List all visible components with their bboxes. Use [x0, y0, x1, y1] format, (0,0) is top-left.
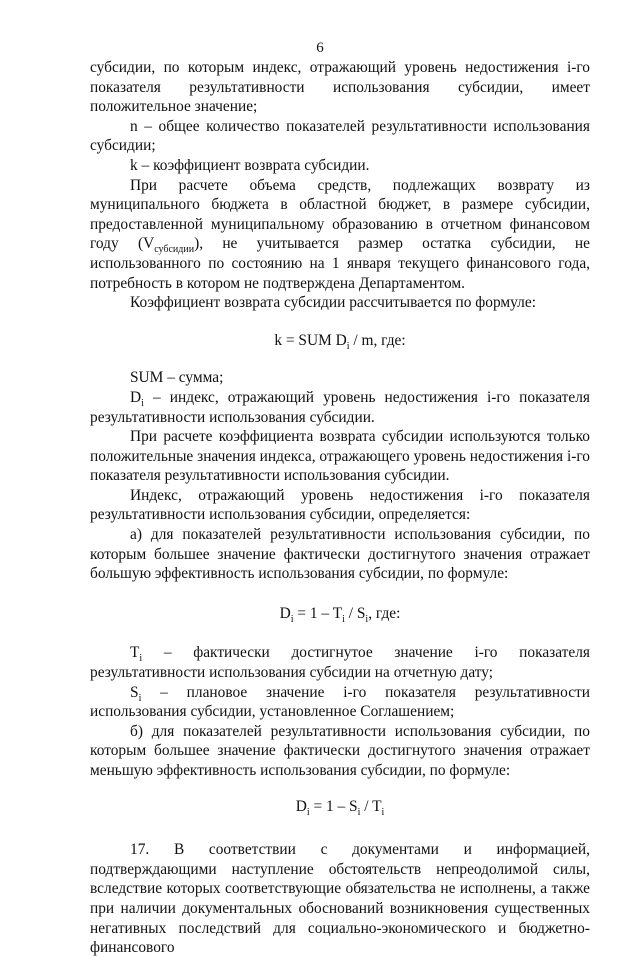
formula-segment: D	[295, 797, 307, 815]
subscript: i	[290, 613, 294, 625]
subscript: i	[357, 806, 361, 818]
text-segment: – плановое значение i-го показателя результативности использования субсидии, установленное Соглашением;	[90, 683, 590, 721]
subscript: i	[381, 806, 385, 818]
page-number: 6	[316, 40, 324, 56]
subscript: субсидии	[154, 244, 195, 256]
paragraph-di-definition	[90, 388, 590, 427]
paragraph-k-definition: k – коэффициент возврата субсидии.	[130, 156, 370, 174]
paragraph-si-definition	[90, 683, 590, 722]
text-segment: T	[130, 644, 140, 662]
paragraph-ti-definition	[90, 643, 590, 682]
paragraph-case-a: а) для показателей результативности использования субсидии, по которым большее значение фактически достигнутого значения отражает большую эффективность использования субсидии, по формуле:	[90, 526, 590, 583]
paragraph-n-definition: n – общее количество показателей результативности использования субсидии;	[90, 117, 590, 155]
subscript: i	[365, 613, 369, 625]
text-segment: D	[130, 388, 142, 406]
formula-segment: / m, где:	[349, 331, 406, 349]
subscript: i	[139, 653, 143, 665]
text-segment: ), не учитывается размер остатка субсидии, не использованного по состоянию на 1 января текущего финансового года, потребность в котором не подтверждена Департаментом.	[90, 235, 590, 292]
paragraph-case-b: б) для показателей результативности использования субсидии, по которым большее значение фактически достигнутого значения отражает меньшую эффективность использования субсидии, по формуле:	[90, 722, 590, 779]
formula-di-a	[90, 604, 590, 624]
subscript: i	[306, 806, 310, 818]
paragraph-continuation: субсидии, по которым индекс, отражающий уровень недостижения i-го показателя результативности использования субсидии, имеет положительное значение;	[90, 59, 590, 116]
formula-segment: = 1 – T	[293, 604, 343, 622]
subscript: i	[342, 613, 345, 625]
text-segment: – индекс, отражающий уровень недостижения i-го показателя результативности использования субсидии.	[90, 388, 590, 426]
formula-di-b	[90, 797, 590, 817]
formula-segment: k = SUM D	[274, 331, 347, 349]
subscript: i	[138, 692, 142, 704]
formula-segment: / T	[360, 797, 382, 815]
text-segment: При расчете объема средств, подлежащих возврату из муниципального бюджета в областной бюджет, в размере субсидии, предоставленной муниципальному образованию в отчетном финансовом году (V	[90, 176, 590, 253]
subscript: i	[141, 397, 144, 409]
document-body	[90, 58, 590, 958]
formula-segment: D	[279, 604, 291, 622]
text-segment: – фактически достигнутое значение i-го показателя результативности использования субсидии на отчетную дату;	[90, 644, 590, 682]
formula-segment: , где:	[368, 604, 401, 622]
paragraph-item-17: 17. В соответствии с документами и информацией, подтверждающими наступление обстоятельств непреодолимой силы, вследствие которых соответствующие обязательства не исполнены, а также при наличии документальных обоснований возникновения существенных негативных последствий для социально-экономического и бюджетно-финансового	[90, 841, 590, 957]
formula-segment: = 1 – S	[309, 797, 358, 815]
paragraph-sum-definition: SUM – сумма;	[130, 369, 224, 387]
paragraph-volume-calculation	[90, 176, 590, 294]
text-segment: S	[130, 683, 139, 701]
formula-segment: / S	[344, 604, 366, 622]
paragraph-positive-values: При расчете коэффициента возврата субсидии используются только положительные значения индекса, отражающего уровень недостижения i-го показателя результативности использования субсидии.	[90, 428, 590, 485]
paragraph-index-intro: Индекс, отражающий уровень недостижения i-го показателя результативности использования субсидии, определяется:	[90, 486, 590, 524]
formula-k	[90, 331, 590, 351]
paragraph-coefficient-intro: Коэффициент возврата субсидии рассчитывается по формуле:	[130, 294, 536, 312]
subscript: i	[346, 340, 350, 352]
